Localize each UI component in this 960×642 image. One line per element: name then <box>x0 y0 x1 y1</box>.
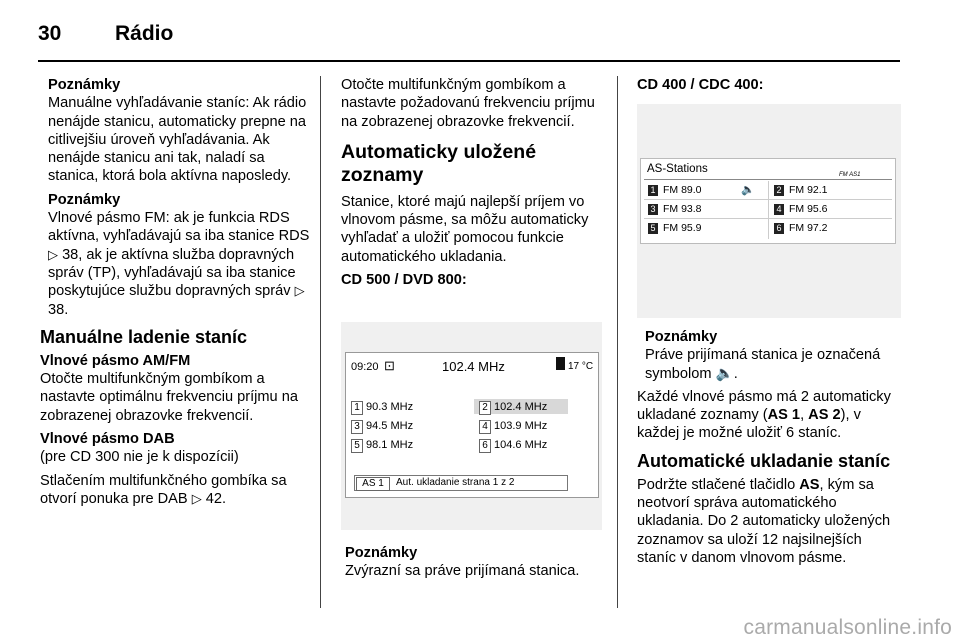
cd400-screen-image <box>637 104 901 318</box>
note-2 <box>40 191 312 319</box>
preset-freq: FM 92.1 <box>789 184 828 196</box>
note-1 <box>40 76 312 186</box>
section-heading-auto-store: Automatické ukladanie staníc <box>637 450 891 471</box>
model-cd400: CD 400 / CDC 400: <box>637 77 764 93</box>
note-2-ref-1: 38, ak je aktívna služba dopravných správ (TP), vyhľadávajú sa iba stanice poskytujúce službu dopravných správ <box>48 246 296 300</box>
cd400-display <box>640 158 896 244</box>
note-1-title: Poznámky <box>48 77 121 93</box>
dab-ref: 42. <box>205 490 227 507</box>
as-label: Aut. ukladanie strana 1 z 2 <box>396 477 515 488</box>
dab-text: (pre CD 300 nie je k dispozícii) <box>40 449 239 466</box>
note-4-text <box>645 346 903 383</box>
preset-num[interactable]: 1 <box>351 401 363 415</box>
header-rule <box>38 60 900 62</box>
watermark: carmanualsonline.info <box>743 616 952 639</box>
note-2-title: Poznámky <box>48 191 121 208</box>
preset-freq: 98.1 MHz <box>366 439 414 451</box>
preset-freq: 102.4 MHz <box>494 401 548 413</box>
model-cd500: CD 500 / DVD 800: <box>341 272 467 289</box>
col2-note <box>341 544 609 586</box>
as-lists-text-c: ), v každej je možné uložiť 6 staníc. <box>637 407 861 442</box>
page-ref-icon: ▷ <box>191 490 202 506</box>
page-title: Rádio <box>115 22 174 45</box>
radio-icon: ⊡ <box>384 358 395 373</box>
note-2-text <box>48 209 312 319</box>
preset-num[interactable]: 4 <box>774 204 784 215</box>
as-label: AS <box>799 476 820 493</box>
cd500-screen-image <box>341 322 602 530</box>
title-rule <box>644 179 892 180</box>
preset-freq: FM 97.2 <box>789 222 828 234</box>
current-frequency: 102.4 MHz <box>442 359 505 374</box>
preset-freq: FM 95.6 <box>789 203 828 215</box>
column-3-body <box>637 328 903 572</box>
section-heading-manual: Manuálne ladenie staníc <box>40 326 248 347</box>
preset-num[interactable]: 3 <box>648 204 658 215</box>
col-rule <box>768 181 769 239</box>
preset-num[interactable]: 6 <box>479 439 491 453</box>
page-ref-icon: ▷ <box>48 246 58 262</box>
dab-text-2 <box>40 472 312 509</box>
as1-button[interactable]: AS 1 <box>356 477 390 491</box>
auto-store-text <box>637 476 903 567</box>
fm-as-tag: FM AS1 <box>839 172 861 178</box>
note-2-text-a: Vlnové pásmo FM: ak je funkcia RDS aktívna, vyhľadávajú sa iba stanice RDS <box>48 210 310 245</box>
col2-intro: Otočte multifunkčným gombíkom a nastavte požadovanú frekvenciu príjmu na zobrazenej obrazovke frekvencií. <box>341 77 595 130</box>
as-stations-title: AS-Stations <box>647 163 708 175</box>
preset-freq: 103.9 MHz <box>494 420 548 432</box>
preset-num[interactable]: 5 <box>648 223 658 234</box>
temperature: 17 °C <box>568 361 594 372</box>
note-3 <box>341 544 609 581</box>
column-2 <box>341 76 609 289</box>
dab-title: Vlnové pásmo DAB <box>40 431 175 448</box>
as-lists-text <box>637 388 903 443</box>
section-heading-auto-lists: Automaticky uložené zoznamy <box>341 140 537 186</box>
column-1 <box>40 76 312 513</box>
clock: 09:20 <box>351 361 379 373</box>
note-3-text: Zvýrazní sa práve prijímaná stanica. <box>345 563 580 580</box>
note-4-text-a: Práve prijímaná stanica je označená symbolom <box>645 347 881 382</box>
am-fm-title: Vlnové pásmo AM/FM <box>40 352 191 369</box>
auto-store-text-b: , kým sa neotvorí správa automatického ukladania. Do 2 automaticky uložených zoznamov sa uloží 12 najsilnejších staníc v danom vlnovom pásme. <box>637 476 891 566</box>
column-3 <box>637 76 901 94</box>
page-number: 30 <box>38 22 62 45</box>
speaker-icon: 🔈 <box>741 184 755 196</box>
am-fm-text: Otočte multifunkčným gombíkom a nastavte optimálnu frekvenciu príjmu na zobrazenej obrazovke frekvencií. <box>40 371 298 424</box>
page-ref-icon: ▷ <box>294 283 305 299</box>
auto-store-text-a: Podržte stlačené tlačidlo <box>637 476 800 493</box>
preset-freq: 90.3 MHz <box>366 401 414 413</box>
as2-label: AS 2 <box>808 407 841 424</box>
speaker-icon: 🔈. <box>715 365 738 382</box>
as1-label: AS 1 <box>767 407 801 424</box>
note-4-title: Poznámky <box>645 329 718 345</box>
preset-freq: 104.6 MHz <box>494 439 548 451</box>
thermometer-icon <box>556 357 565 370</box>
note-2-ref-2: 38. <box>48 301 69 318</box>
as-lists-text-b: , <box>800 407 809 424</box>
preset-num[interactable]: 1 <box>648 185 658 196</box>
preset-freq: 94.5 MHz <box>366 420 414 432</box>
note-4 <box>637 328 903 383</box>
preset-num[interactable]: 4 <box>479 420 491 434</box>
preset-num[interactable]: 6 <box>774 223 784 234</box>
preset-num[interactable]: 5 <box>351 439 363 453</box>
column-divider-2 <box>617 76 618 608</box>
preset-num[interactable]: 2 <box>774 185 784 196</box>
dab-text-2-a: Stlačením multifunkčného gombíka sa otvorí ponuka pre DAB <box>40 472 287 507</box>
preset-num[interactable]: 3 <box>351 420 363 434</box>
note-3-title: Poznámky <box>345 545 418 561</box>
preset-num[interactable]: 2 <box>479 401 491 415</box>
preset-freq: FM 95.9 <box>663 222 702 234</box>
cd500-display <box>345 352 599 498</box>
column-divider-1 <box>320 76 321 608</box>
preset-freq: FM 93.8 <box>663 203 702 215</box>
as-lists-text-a: Každé vlnové pásmo má 2 automaticky ukladané zoznamy ( <box>637 388 891 424</box>
col2-text: Stanice, ktoré majú najlepší príjem vo vlnovom pásme, sa môžu automaticky vyhľadať a uložiť pomocou funkcie automatického ukladania. <box>341 193 589 265</box>
preset-freq: FM 89.0 <box>663 184 702 196</box>
note-1-text: Manuálne vyhľadávanie staníc: Ak rádio nenájde stanicu, automaticky prepne na citlivejšiu úroveň vyhľadávania. Ak nenájde stanicu ani tak, naladí sa stanica, ktorá bola aktívna naposledy. <box>48 95 307 185</box>
